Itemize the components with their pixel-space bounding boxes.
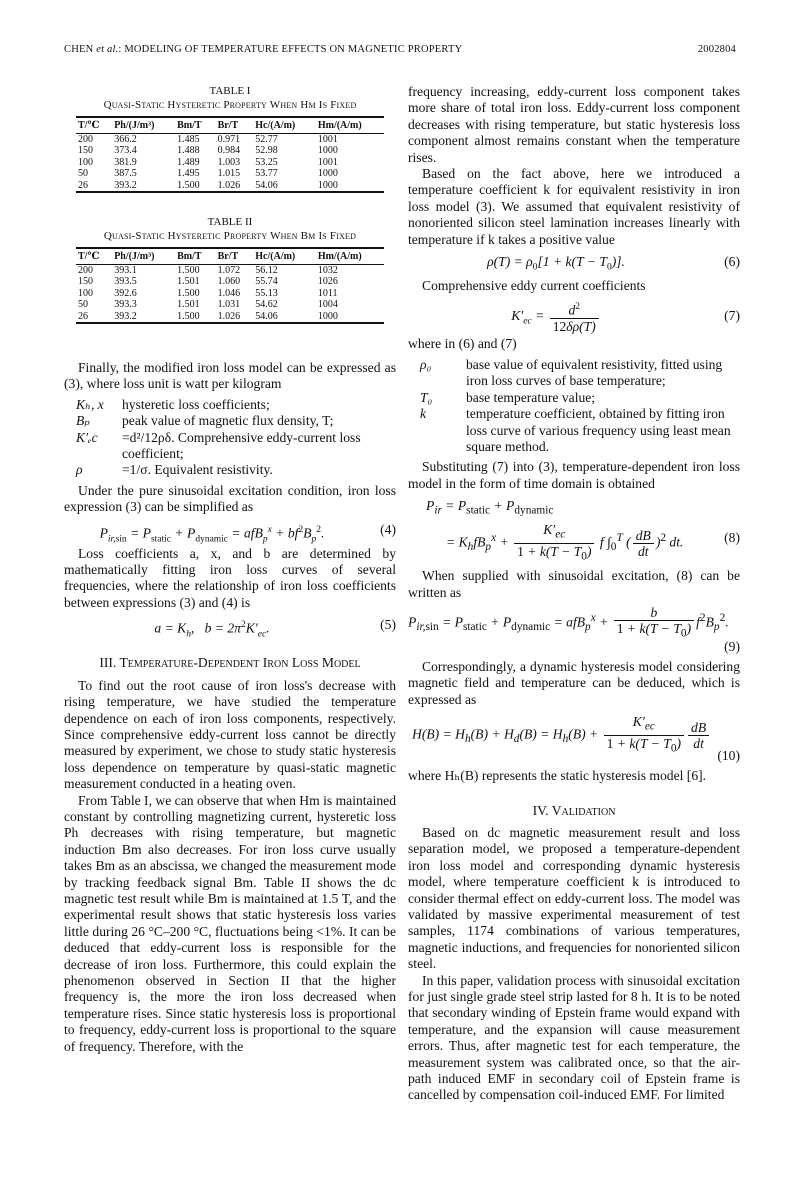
paragraph-finally: Finally, the modified iron loss model can be expressed as (3), where loss unit is watt per kilogram — [64, 360, 396, 392]
section-heading-4: IV. Validation — [532, 802, 616, 818]
symbol-definitions-1 — [76, 397, 396, 479]
equation-9-number: (9) — [724, 638, 740, 654]
table-cell: 53.25 — [255, 156, 278, 168]
definition-symbol: ρ — [76, 462, 83, 478]
table-cell: 1.500 — [177, 264, 200, 276]
table-cell: 393.2 — [112, 311, 175, 324]
definition-text: base temperature value; — [466, 389, 596, 405]
table-cell: 392.6 — [114, 287, 137, 299]
table-1-caption: Quasi-Static Hysteretic Property When Hm Is Fixed — [103, 99, 357, 111]
table-cell: 1.026 — [216, 180, 254, 193]
equation-4-number: (4) — [380, 521, 396, 537]
equation-5: $a = K_h$, $b = 2\pi^2K'_{ec}$. (5) — [154, 617, 396, 640]
equation-8-number: (8) — [724, 530, 740, 546]
definition-symbol: T₀ — [420, 389, 433, 405]
table-cell: 1.046 — [217, 287, 241, 299]
table-row — [76, 288, 384, 300]
table-cell: 1001 — [317, 133, 338, 145]
definition-row — [76, 462, 396, 478]
definition-row — [420, 357, 740, 390]
table-cell: 50 — [78, 299, 88, 310]
table-cell: 1.501 — [177, 299, 200, 310]
table-2 — [64, 215, 396, 324]
table-cell: 52.77 — [255, 133, 278, 145]
table-cell: 373.4 — [114, 145, 137, 156]
table-cell: 1.500 — [175, 180, 215, 193]
paragraph-under-sinusoidal: Under the pure sinusoidal excitation condition, iron loss expression (3) can be simplified as — [64, 482, 396, 515]
table-2-header-cell: Hm/(A/m) — [316, 248, 384, 264]
table-cell: 1.495 — [177, 168, 200, 179]
paragraph-when-supplied: When supplied with sinusoidal excitation, (8) can be written as — [408, 568, 740, 600]
table-row — [76, 264, 384, 276]
paragraph-to-find-out: To find out the root cause of iron loss's decrease with rising temperature, we have studied the temperature dependence on each of iron loss components, respectively. Since comprehensive eddy-current loss cannot be directly measured by experiment, we chose to study static hysteresis loss dependence on temperature by quasi-static magnetic measurement conducted in a heating oven. — [64, 677, 396, 792]
table-cell: 150 — [78, 276, 93, 287]
table-cell: 150 — [78, 145, 93, 156]
right-column — [408, 84, 740, 1104]
equation-6: $\rho(T) = \rho_0[1 + k(T - T_0)]$. (6) — [487, 254, 740, 273]
table-cell: 1.489 — [177, 156, 200, 168]
table-cell: 1.501 — [177, 276, 200, 287]
left-column — [64, 84, 396, 1055]
definition-symbol: Kₕ, x — [76, 396, 104, 412]
table-2-header-cell: Hc/(A/m) — [253, 248, 316, 264]
table-row — [76, 180, 384, 193]
table-cell: 387.5 — [114, 168, 137, 179]
table-cell: 200 — [78, 264, 93, 276]
paragraph-based-on-fact: Based on the fact above, here we introduced a temperature coefficient k for equivalent resistivity in iron loss model (3). We assumed that equivalent resistivity of nonoriented silicon steel lamination increases linearly with temperature if k takes a positive value — [408, 166, 740, 247]
definition-symbol: Bₚ — [76, 413, 90, 429]
equation-7-number: (7) — [724, 308, 740, 324]
table-1 — [64, 84, 396, 193]
table-1-header-cell: Br/T — [216, 117, 254, 133]
table-cell: 1.015 — [217, 168, 241, 179]
table-cell: 53.77 — [255, 168, 278, 179]
paragraph-where-hh: where Hₕ(B) represents the static hysteresis model [6]. — [408, 768, 707, 784]
table-row — [76, 133, 384, 145]
table-cell: 1001 — [317, 156, 338, 168]
table-2-header-cell: Ph/(J/m³) — [112, 248, 175, 264]
table-cell: 100 — [78, 287, 93, 299]
table-1-header-cell: Ph/(J/m³) — [112, 117, 175, 133]
paragraph-comprehensive: Comprehensive eddy current coefficients — [422, 278, 646, 294]
equation-10: $H(B) = H_h(B) + H_d(B) = H_h(B)$ + $\frac{K'_{ec}}{1 + k(T - T_0)}$ $\frac{dB}{dt}$ (10) — [412, 714, 740, 764]
table-1-grid — [76, 116, 384, 193]
definition-row — [76, 397, 396, 413]
table-cell: 1.488 — [177, 145, 200, 156]
table-cell: 0.984 — [217, 145, 241, 156]
table-cell: 1000 — [317, 145, 338, 156]
equation-4: $P_{ir,sin} = P_{static} + P_{dynamic} = afB_p^x + bf^2B_p^2$. (4) — [99, 521, 396, 544]
table-cell: 1.003 — [217, 156, 241, 168]
definition-row — [76, 413, 396, 429]
table-cell: 381.9 — [114, 156, 137, 168]
table-cell: 54.06 — [253, 180, 316, 193]
definition-text: =1/σ. Equivalent resistivity. — [122, 462, 273, 478]
paragraph-substituting: Substituting (7) into (3), temperature-dependent iron loss model in the form of time domain is obtained — [408, 459, 740, 491]
table-cell: 1.026 — [216, 311, 254, 324]
paragraph-loss-coefficients: Loss coefficients a, x, and b are determined by mathematically fitting iron loss curves of several frequencies, where the relationship of iron loss coefficients between expressions (3) and (4) is — [64, 545, 396, 610]
table-cell: 26 — [76, 180, 112, 193]
table-2-caption: Quasi-Static Hysteretic Property When Bm Is Fixed — [103, 230, 357, 242]
definition-symbol: K′ₑc — [76, 429, 98, 445]
definition-text: temperature coefficient, obtained by fitting iron loss curve of various frequency using least mean square method. — [466, 406, 731, 454]
table-cell: 1.072 — [217, 264, 241, 276]
table-cell: 366.2 — [114, 133, 137, 145]
equation-5-number: (5) — [380, 617, 396, 633]
paragraph-based-on-dc: Based on dc magnetic measurement result and loss separation model, we proposed a temperature-dependent iron loss model and corresponding dynamic hysteresis model, where temperature coefficient k is introduced to consider thermal effect on eddy-current loss. The model was validated by massive experimental measurement of test samples, 1174 combinations of various temperatures, magnetic inductions, and frequencies for nonoriented silicon steel. — [408, 824, 740, 972]
table-cell: 1004 — [317, 299, 338, 310]
table-cell: 1.031 — [217, 299, 241, 310]
table-1-header-cell: Hm/(A/m) — [316, 117, 384, 133]
definition-symbol: ρ₀ — [420, 356, 432, 372]
table-1-header-cell: Bm/T — [175, 117, 215, 133]
paragraph-in-this-paper: In this paper, validation process with sinusoidal excitation for just single grade steel strip lasted for 8 h. It is to be noted that secondary winding of Epstein frame would expand with temperature, and the expansion will cause measurement errors. Thus, after magnetic test for each temperature, the measurement system was calibrated once, so that the air-path induced EMF in secondary coil of Epstein frame is cancelled by compensation coil-induced EMF. For limited — [408, 972, 740, 1103]
table-cell: 1.485 — [177, 133, 200, 145]
section-heading-3: III. Temperature-Dependent Iron Loss Model — [99, 655, 361, 671]
table-cell: 1.500 — [177, 287, 200, 299]
table-cell: 0.971 — [217, 133, 241, 145]
table-cell: 1.060 — [217, 276, 241, 287]
definition-row — [420, 406, 740, 455]
paragraph-from-table: From Table I, we can observe that when Hm is maintained constant by controlling magnetizing current, hysteretic loss Ph decreases with rising temperature, but magnetic induction Bm also decreases. For iron loss curve usually takes Bm as an abscissa, we changed the measurement mode by tracking feedback signal Bm. Table II shows the dc magnetic test result while Bm is maintained at 1.5 T, and the experimental result shows that static hysteresis loss varies little during 26 °C–200 °C, fluctuations being <1%. It can be deduced that eddy-current loss is responsible for the decrease of iron loss. Furthermore, this could explain the phenomenon observed in Section II that the higher frequency is, the more the iron loss decreased when temperature rises. Since static hysteresis loss is proportional to frequency, eddy-current loss is proportional to the square of frequency. Therefore, with the — [64, 792, 396, 1054]
table-cell: 393.1 — [114, 264, 137, 276]
table-row — [76, 157, 384, 169]
paragraph-continued: frequency increasing, eddy-current loss component takes more share of total iron loss. Eddy-current loss component decreases with rising temperature, but static hysteresis loss component almost remains constant when the temperature rises. — [408, 84, 740, 165]
table-cell: 1000 — [316, 180, 384, 193]
table-cell: 1000 — [316, 311, 384, 324]
table-2-grid — [76, 247, 384, 324]
table-2-header-cell: Br/T — [216, 248, 254, 264]
table-row — [76, 168, 384, 180]
table-1-header-cell: T/℃ — [76, 117, 112, 133]
definition-text: peak value of magnetic flux density, T; — [122, 413, 334, 429]
table-cell: 393.2 — [112, 180, 175, 193]
table-cell: 54.06 — [253, 311, 316, 324]
table-cell: 1011 — [317, 287, 338, 299]
symbol-definitions-2 — [420, 357, 740, 455]
equation-7: $K'_{ec}$ = $\frac{d^2}{12\delta\rho(T)}$ (7) — [511, 302, 740, 334]
equation-9: $P_{ir,sin} = P_{static} + P_{dynamic} = afB_p^x$ + $\frac{b}{1 + k(T - T_0)}$ $f^2B_p^2$. (9) — [408, 604, 740, 654]
table-cell: 393.3 — [114, 299, 137, 310]
table-cell: 1000 — [317, 168, 338, 179]
table-cell: 200 — [78, 133, 93, 145]
definition-text: base value of equivalent resistivity, fitted using iron loss curves of base temperature; — [466, 356, 723, 389]
equation-6-number: (6) — [724, 254, 740, 270]
table-cell: 100 — [78, 156, 93, 168]
definition-text: =d²/12ρδ. Comprehensive eddy-current loss coefficient; — [122, 429, 361, 462]
table-cell: 26 — [76, 311, 112, 324]
definition-text: hysteretic loss coefficients; — [122, 396, 270, 412]
definition-row — [76, 430, 396, 463]
running-head — [64, 44, 736, 58]
table-2-label: TABLE II — [207, 216, 253, 228]
table-cell: 55.13 — [255, 287, 278, 299]
definition-row — [420, 390, 740, 406]
table-1-header-cell: Hc/(A/m) — [253, 117, 316, 133]
table-cell: 55.74 — [255, 276, 278, 287]
table-cell: 1026 — [317, 276, 338, 287]
table-row — [76, 145, 384, 157]
table-2-header-cell: T/℃ — [76, 248, 112, 264]
table-row — [76, 276, 384, 288]
page-number: 2002804 — [697, 44, 736, 55]
table-2-header-cell: Bm/T — [175, 248, 215, 264]
table-row — [76, 311, 384, 324]
table-cell: 50 — [78, 168, 88, 179]
table-cell: 1032 — [317, 264, 338, 276]
table-1-label: TABLE I — [209, 85, 251, 97]
table-cell: 52.98 — [255, 145, 278, 156]
running-head-title: CHEN et al.: MODELING OF TEMPERATURE EFFECTS ON MAGNETIC PROPERTY — [64, 44, 463, 55]
table-cell: 393.5 — [114, 276, 137, 287]
paragraph-where-in: where in (6) and (7) — [408, 336, 517, 352]
equation-10-number: (10) — [717, 748, 740, 764]
table-cell: 1.500 — [175, 311, 215, 324]
paragraph-correspondingly: Correspondingly, a dynamic hysteresis model considering magnetic field and temperature can be deduced, which is expressed as — [408, 658, 740, 707]
definition-symbol: k — [420, 406, 427, 422]
equation-8: $P_{ir} = P_{static} + P_{dynamic}$ = $K_hfB_p^x$ + $\frac{K'_{ec}}{1 + k(T - T_0)}$ f $\int_0^T$ ( $\frac{dB}{dt}$ )$^2$ dt. (8) — [426, 498, 740, 563]
table-cell: 56.12 — [255, 264, 278, 276]
table-cell: 54.62 — [255, 299, 278, 310]
table-row — [76, 299, 384, 311]
